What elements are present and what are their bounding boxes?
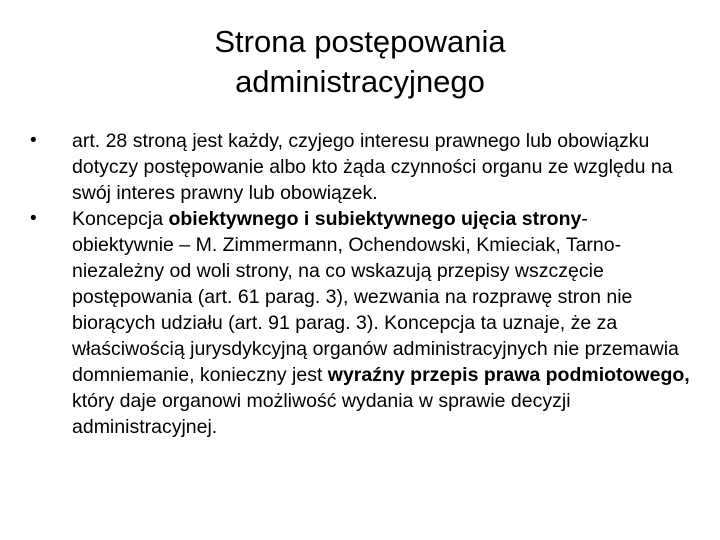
- bullet-text: art. 28 stroną jest każdy, czyjego interesu prawnego lub obowiązku dotyczy postępowanie albo kto żąda czynności organu ze względu na swój interes prawny lub obowiązek.: [72, 130, 673, 204]
- bullet-text-part: który daje organowi możliwość wydania w sprawie decyzji administracyjnej.: [72, 390, 571, 438]
- title-line-2: administracyjnego: [235, 64, 485, 99]
- bullet-dot-icon: •: [30, 208, 37, 229]
- bullet-text-part: Koncepcja: [72, 208, 169, 230]
- bullet-list: [0, 128, 720, 440]
- bullet-text-part: - obiektywnie – M. Zimmermann, Ochendowski, Kmieciak, Tarno- niezależny od woli strony, na co wskazują przepisy wszczęcie postępowania (art. 61 parag. 3), wezwania na rozprawę stron nie biorących udziału (art. 91 parag. 3). Koncepcja ta uznaje, że za właściwością jurysdykcyjną organów administracyjnych nie przemawia domniemanie, konieczny jest: [72, 208, 679, 386]
- slide-title: [0, 22, 720, 102]
- bullet-text: [72, 206, 692, 440]
- bullet-text-bold: obiektywnego i subiektywnego ujęcia strony: [168, 208, 582, 230]
- bullet-item-koncepcja: [30, 206, 692, 440]
- bullet-text-bold: wyraźny przepis prawa podmiotowego,: [327, 364, 690, 386]
- bullet-dot-icon: •: [30, 130, 37, 151]
- title-line-1: Strona postępowania: [214, 24, 506, 59]
- bullet-item-art-28: [30, 128, 692, 206]
